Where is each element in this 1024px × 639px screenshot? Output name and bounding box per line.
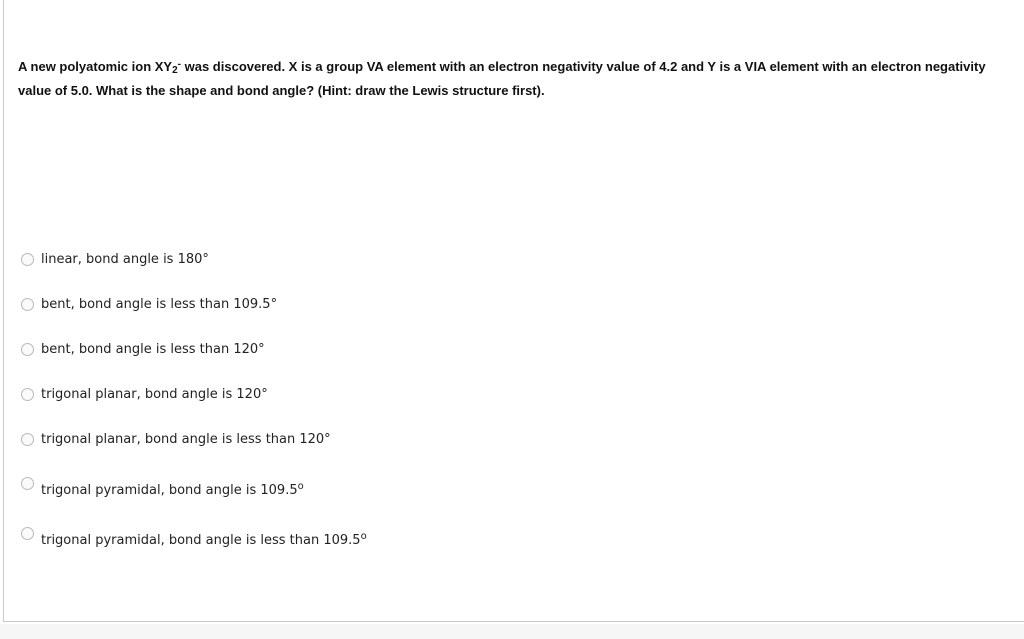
answer-option-7[interactable] [21,530,367,550]
answer-label: linear, bond angle is 180° [41,251,209,267]
answer-label-text: trigonal pyramidal, bond angle is less than 109.5 [41,532,361,548]
answer-option-4[interactable] [21,384,268,404]
radio-button[interactable] [21,527,34,540]
question-text [18,55,1018,103]
answer-label [41,480,304,498]
question-panel [3,0,1024,622]
answer-label [41,530,367,548]
degree-superscript: o [297,480,304,492]
answer-label: bent, bond angle is less than 109.5° [41,296,278,312]
answer-label: bent, bond angle is less than 120° [41,341,265,357]
answer-label-text: trigonal pyramidal, bond angle is 109.5 [41,482,298,498]
answer-option-5[interactable] [21,429,331,449]
answer-label: trigonal planar, bond angle is less than 120° [41,431,331,447]
question-text-part1: A new polyatomic ion XY [18,59,173,74]
question-text-part2: was discovered. X is a group VA element with an electron negativity value of 4.2 and Y is a VIA element with an electron negativity value of 5.0. What is the shape and bond angle? (Hint: draw the Lewis structure first). [18,59,986,98]
radio-button[interactable] [21,253,34,266]
footer-strip [0,624,1024,639]
answer-option-1[interactable] [21,249,209,269]
radio-button[interactable] [21,298,34,311]
answer-option-2[interactable] [21,294,277,314]
radio-button[interactable] [21,433,34,446]
question-superscript: - [177,59,182,70]
radio-button[interactable] [21,388,34,401]
question-subscript: 2 [172,65,178,76]
answer-option-6[interactable] [21,480,304,500]
radio-button[interactable] [21,477,34,490]
radio-button[interactable] [21,343,34,356]
degree-superscript: o [360,530,367,542]
answer-label: trigonal planar, bond angle is 120° [41,386,268,402]
answer-option-3[interactable] [21,339,265,359]
